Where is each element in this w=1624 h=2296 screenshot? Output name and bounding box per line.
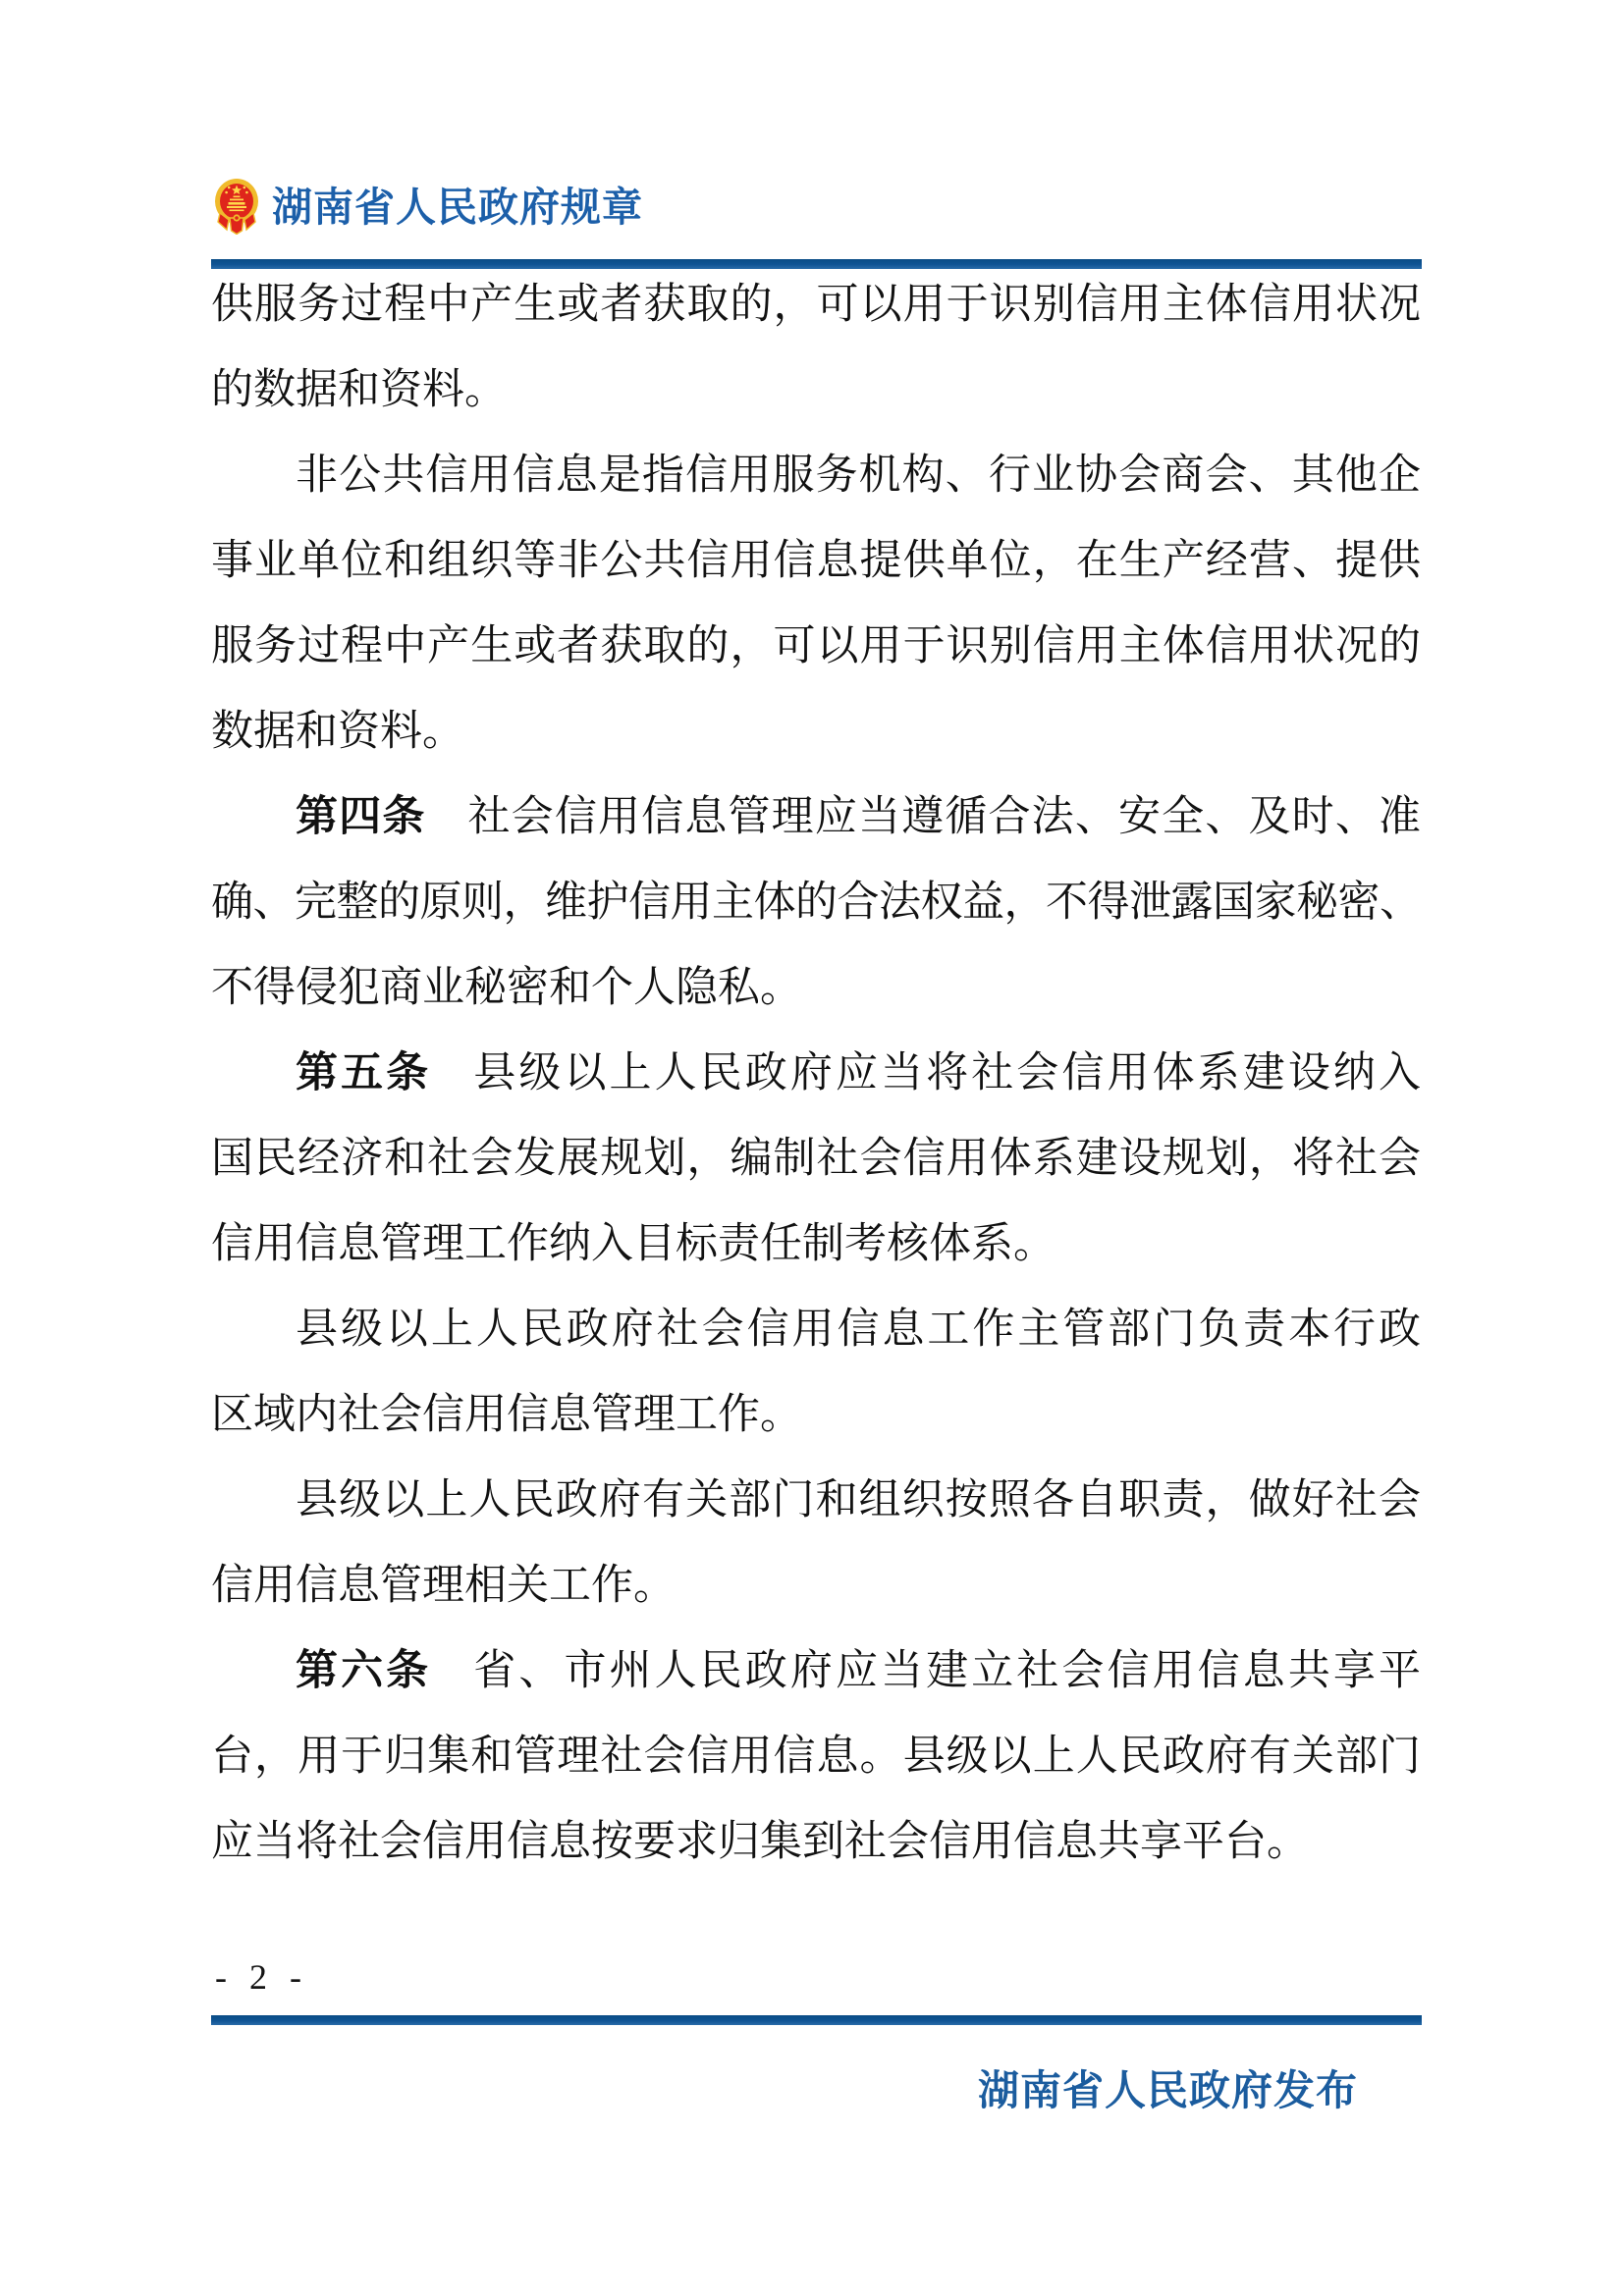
- text-line: 非公共信用信息是指信用服务机构、行业协会商会、其他企: [296, 453, 1421, 499]
- article-number: 第六条: [296, 1647, 432, 1694]
- text-line: [211, 774, 1421, 860]
- text-line: 不得侵犯商业秘密和个人隐私。: [211, 965, 802, 1011]
- text-line: 的数据和资料。: [211, 367, 507, 413]
- publisher-label: 湖南省人民政府发布: [978, 2067, 1359, 2113]
- text-line: 信用信息管理工作纳入目标责任制考核体系。: [211, 1221, 1056, 1267]
- header-title: 湖南省人民政府规章: [272, 185, 643, 230]
- text-line: 确、完整的原则，维护信用主体的合法权益，不得泄露国家秘密、: [211, 880, 1421, 926]
- article-text: 社会信用信息管理应当遵循合法、安全、及时、准: [467, 794, 1421, 840]
- text-line: 应当将社会信用信息按要求归集到社会信用信息共享平台。: [211, 1819, 1309, 1865]
- text-line: 区域内社会信用信息管理工作。: [211, 1392, 802, 1438]
- footer-rule: [211, 2015, 1422, 2025]
- page-number: - 2 -: [215, 1957, 308, 1997]
- text-line: 服务过程中产生或者获取的，可以用于识别信用主体信用状况的: [211, 623, 1421, 669]
- text-line: 数据和资料。: [211, 709, 464, 755]
- article-number: 第四条: [296, 793, 426, 840]
- document-body: [211, 262, 1421, 1885]
- article-text: 县级以上人民政府应当将社会信用体系建设纳入: [473, 1050, 1422, 1096]
- article-number: 第五条: [296, 1049, 432, 1096]
- text-line: 信用信息管理相关工作。: [211, 1563, 676, 1609]
- text-line: 台，用于归集和管理社会信用信息。县级以上人民政府有关部门: [211, 1734, 1421, 1780]
- text-line: 县级以上人民政府社会信用信息工作主管部门负责本行政: [296, 1307, 1421, 1353]
- text-line: 国民经济和社会发展规划，编制社会信用体系建设规划，将社会: [211, 1136, 1421, 1182]
- article-text: 省、市州人民政府应当建立社会信用信息共享平: [473, 1648, 1422, 1694]
- text-line: [211, 1629, 1421, 1714]
- text-line: [211, 1031, 1421, 1116]
- text-line: 县级以上人民政府有关部门和组织按照各自职责，做好社会: [296, 1477, 1421, 1523]
- text-line: 供服务过程中产生或者获取的，可以用于识别信用主体信用状况: [211, 282, 1421, 328]
- national-emblem-icon: [214, 178, 259, 235]
- text-line: 事业单位和组织等非公共信用信息提供单位，在生产经营、提供: [211, 538, 1421, 584]
